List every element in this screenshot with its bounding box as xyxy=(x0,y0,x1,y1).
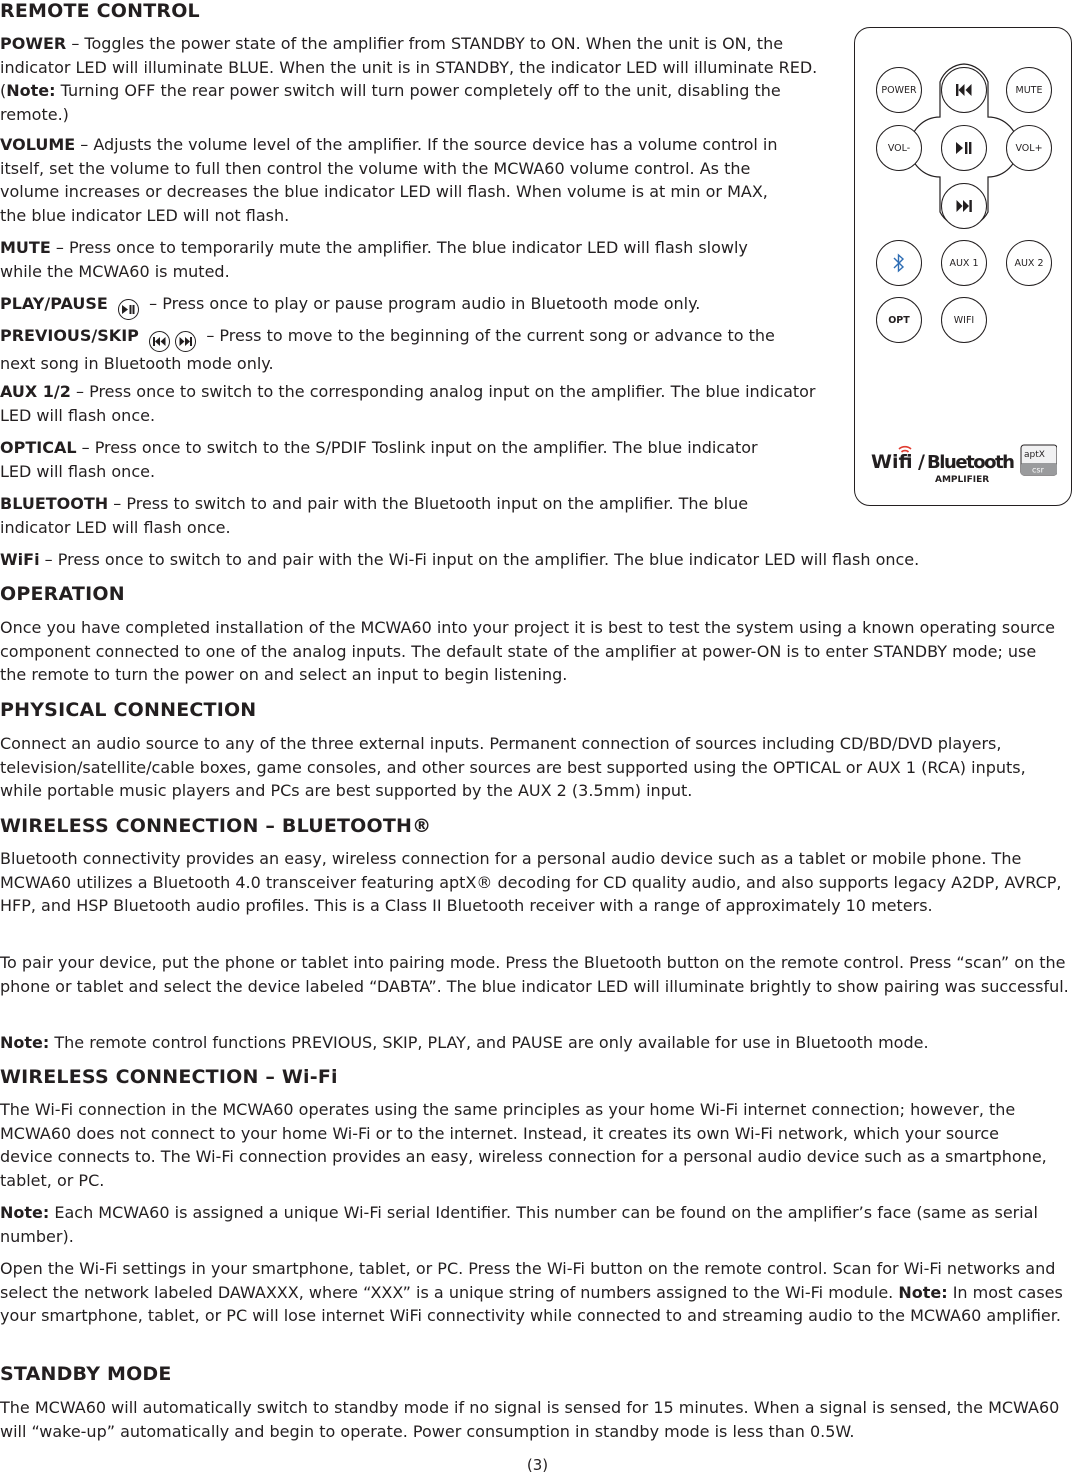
play-pause-label: PLAY/PAUSE xyxy=(0,294,108,313)
note-label: Note: xyxy=(0,1203,50,1222)
remote-aux2-button: AUX 2 xyxy=(1006,240,1052,286)
standby-mode-heading: STANDBY MODE xyxy=(0,1363,172,1385)
play-pause-icon xyxy=(956,142,972,154)
aux-description: AUX 1/2 – Press once to switch to the corresponding analog input on the amplifier. The blue indicator LED will flash once. xyxy=(0,382,816,425)
brand-wifi-text: Wifi xyxy=(871,451,913,473)
brand-amplifier-text: AMPLIFIER xyxy=(935,475,990,485)
previous-icon xyxy=(149,331,170,352)
remote-play-pause-button xyxy=(941,125,987,171)
remote-opt-button: OPT xyxy=(876,297,922,343)
wifi-serial-note: Note: Each MCWA60 is assigned a unique Wi-Fi serial Identifier. This number can be found on the amplifier’s face (same as serial number). xyxy=(0,1203,1038,1246)
bluetooth-description: BLUETOOTH – Press to switch to and pair with the Bluetooth input on the amplifier. The blue indicator LED will flash once. xyxy=(0,494,749,537)
previous-skip-label: PREVIOUS/SKIP xyxy=(0,326,139,345)
wireless-wifi-heading: WIRELESS CONNECTION – Wi-Fi xyxy=(0,1066,338,1088)
power-label: POWER xyxy=(0,34,67,53)
brand-bluetooth-text: Bluetooth xyxy=(927,452,1015,473)
skip-icon xyxy=(956,200,972,212)
volume-description: VOLUME – Adjusts the volume level of the amplifier. If the source device has a volume control in itself, set the volume to full then control the volume with the MCWA60 volume control. As the volume increases or decreases the blue indicator LED will flash. When volume is at min or MAX, the blue indicator LED will not flash. xyxy=(0,135,778,225)
remote-control-heading: REMOTE CONTROL xyxy=(0,0,200,22)
remote-skip-button xyxy=(941,183,987,229)
remote-previous-button xyxy=(941,67,987,113)
page-number: (3) xyxy=(526,1456,549,1474)
note-label: Note: xyxy=(6,81,56,100)
wifi-description: WiFi – Press once to switch to and pair with the Wi-Fi input on the amplifier. The blue indicator LED will flash once. xyxy=(0,550,920,569)
wifi-connect-text: Open the Wi-Fi settings in your smartphone, tablet, or PC. Press the Wi-Fi button on the remote control. Scan for Wi-Fi networks and select the network labeled DAWAXXX, where “XXX” is a unique string of numbers assigned to the Wi-Fi module. Note: In most cases your smartphone, tablet, or PC will lose internet WiFi connectivity while connected to and streaming audio to the MCWA60 amplifier. xyxy=(0,1259,1063,1325)
power-description: POWER – Toggles the power state of the amplifier from STANDBY to ON. When the unit is ON, the indicator LED will illuminate BLUE. When the unit is in STANDBY, the indicator LED will illuminate RED. (Note: Turning OFF the rear power switch will turn power completely off to the unit, disabling the remote.) xyxy=(0,34,818,124)
csr-badge-text: csr xyxy=(1032,465,1044,475)
wifi-bluetooth-logo xyxy=(871,442,1057,486)
play-pause-description: PLAY/PAUSE – Press once to play or pause program audio in Bluetooth mode only. xyxy=(0,292,700,320)
bluetooth-note: Note: The remote control functions PREVIOUS, SKIP, PLAY, and PAUSE are only available for use in Bluetooth mode. xyxy=(0,1033,929,1052)
operation-text: Once you have completed installation of the MCWA60 into your project it is best to test the system using a known operating source component connected to one of the analog inputs. The default state of the amplifier at power-ON is to enter STANDBY mode; use the remote to turn the power on and select an input to begin listening. xyxy=(0,618,1055,684)
standby-mode-text: The MCWA60 will automatically switch to standby mode if no signal is sensed for 15 minutes. When a signal is sensed, the MCWA60 will “wake-up” automatically and begin to operate. Power consumption in standby mode is less than 0.5W. xyxy=(0,1398,1060,1441)
physical-connection-text: Connect an audio source to any of the three external inputs. Permanent connection of sources including CD/BD/DVD players, television/satellite/cable boxes, game consoles, and other sources are best supported using the OPTICAL or AUX 1 (RCA) inputs, while portable music players and PCs are best supported by the AUX 2 (3.5mm) input. xyxy=(0,734,1026,800)
bluetooth-icon xyxy=(893,253,905,273)
remote-wifi-button: WIFI xyxy=(941,297,987,343)
wireless-bluetooth-text: Bluetooth connectivity provides an easy, wireless connection for a personal audio device such as a tablet or mobile phone. The MCWA60 utilizes a Bluetooth 4.0 transceiver featuring aptX® decoding for CD quality audio, and also supports legacy A2DP, AVRCP, HFP, and HSP Bluetooth audio profiles. This is a Class II Bluetooth receiver with a range of approximately 10 meters. xyxy=(0,849,1062,915)
remote-mute-button: MUTE xyxy=(1006,67,1052,113)
wifi-label: WiFi xyxy=(0,550,40,569)
aptx-badge-text: aptX xyxy=(1024,450,1045,460)
remote-aux1-button: AUX 1 xyxy=(941,240,987,286)
skip-icon xyxy=(175,331,196,352)
brand-slash: / xyxy=(918,451,925,473)
physical-connection-heading: PHYSICAL CONNECTION xyxy=(0,699,257,721)
bluetooth-pairing-text: To pair your device, put the phone or tablet into pairing mode. Press the Bluetooth button on the remote control. Press “scan” on the phone or tablet and select the device labeled “DABTA”. The blue indicator LED will illuminate brightly to show pairing was successful. xyxy=(0,953,1069,996)
note-label: Note: xyxy=(0,1033,50,1052)
brand-logo xyxy=(871,442,1057,486)
mute-label: MUTE xyxy=(0,238,51,257)
remote-bluetooth-button xyxy=(876,240,922,286)
play-pause-icon xyxy=(118,299,139,320)
note-label: Note: xyxy=(898,1282,948,1302)
previous-skip-description: PREVIOUS/SKIP – Press to move to the beginning of the current song or advance to the next song in Bluetooth mode only. xyxy=(0,326,775,373)
remote-vol-minus-button: VOL- xyxy=(876,125,922,171)
optical-label: OPTICAL xyxy=(0,438,77,457)
remote-control-illustration xyxy=(854,27,1072,506)
wireless-bluetooth-heading: WIRELESS CONNECTION – BLUETOOTH® xyxy=(0,815,432,837)
remote-power-button: POWER xyxy=(876,67,922,113)
operation-heading: OPERATION xyxy=(0,583,125,605)
optical-description: OPTICAL – Press once to switch to the S/PDIF Toslink input on the amplifier. The blue indicator LED will flash once. xyxy=(0,438,758,481)
volume-label: VOLUME xyxy=(0,135,76,154)
remote-vol-plus-button: VOL+ xyxy=(1006,125,1052,171)
mute-description: MUTE – Press once to temporarily mute the amplifier. The blue indicator LED will flash slowly while the MCWA60 is muted. xyxy=(0,238,748,281)
previous-icon xyxy=(956,84,972,96)
aux-label: AUX 1/2 xyxy=(0,382,71,401)
wireless-wifi-text: The Wi-Fi connection in the MCWA60 operates using the same principles as your home Wi-Fi internet connection; however, the MCWA60 does not connect to your home Wi-Fi or to the internet. Instead, it creates its own Wi-Fi network, which your source device connects to. The Wi-Fi connection provides an easy, wireless connection for a personal audio device such as a smartphone, tablet, or PC. xyxy=(0,1100,1047,1190)
bluetooth-label: BLUETOOTH xyxy=(0,494,109,513)
